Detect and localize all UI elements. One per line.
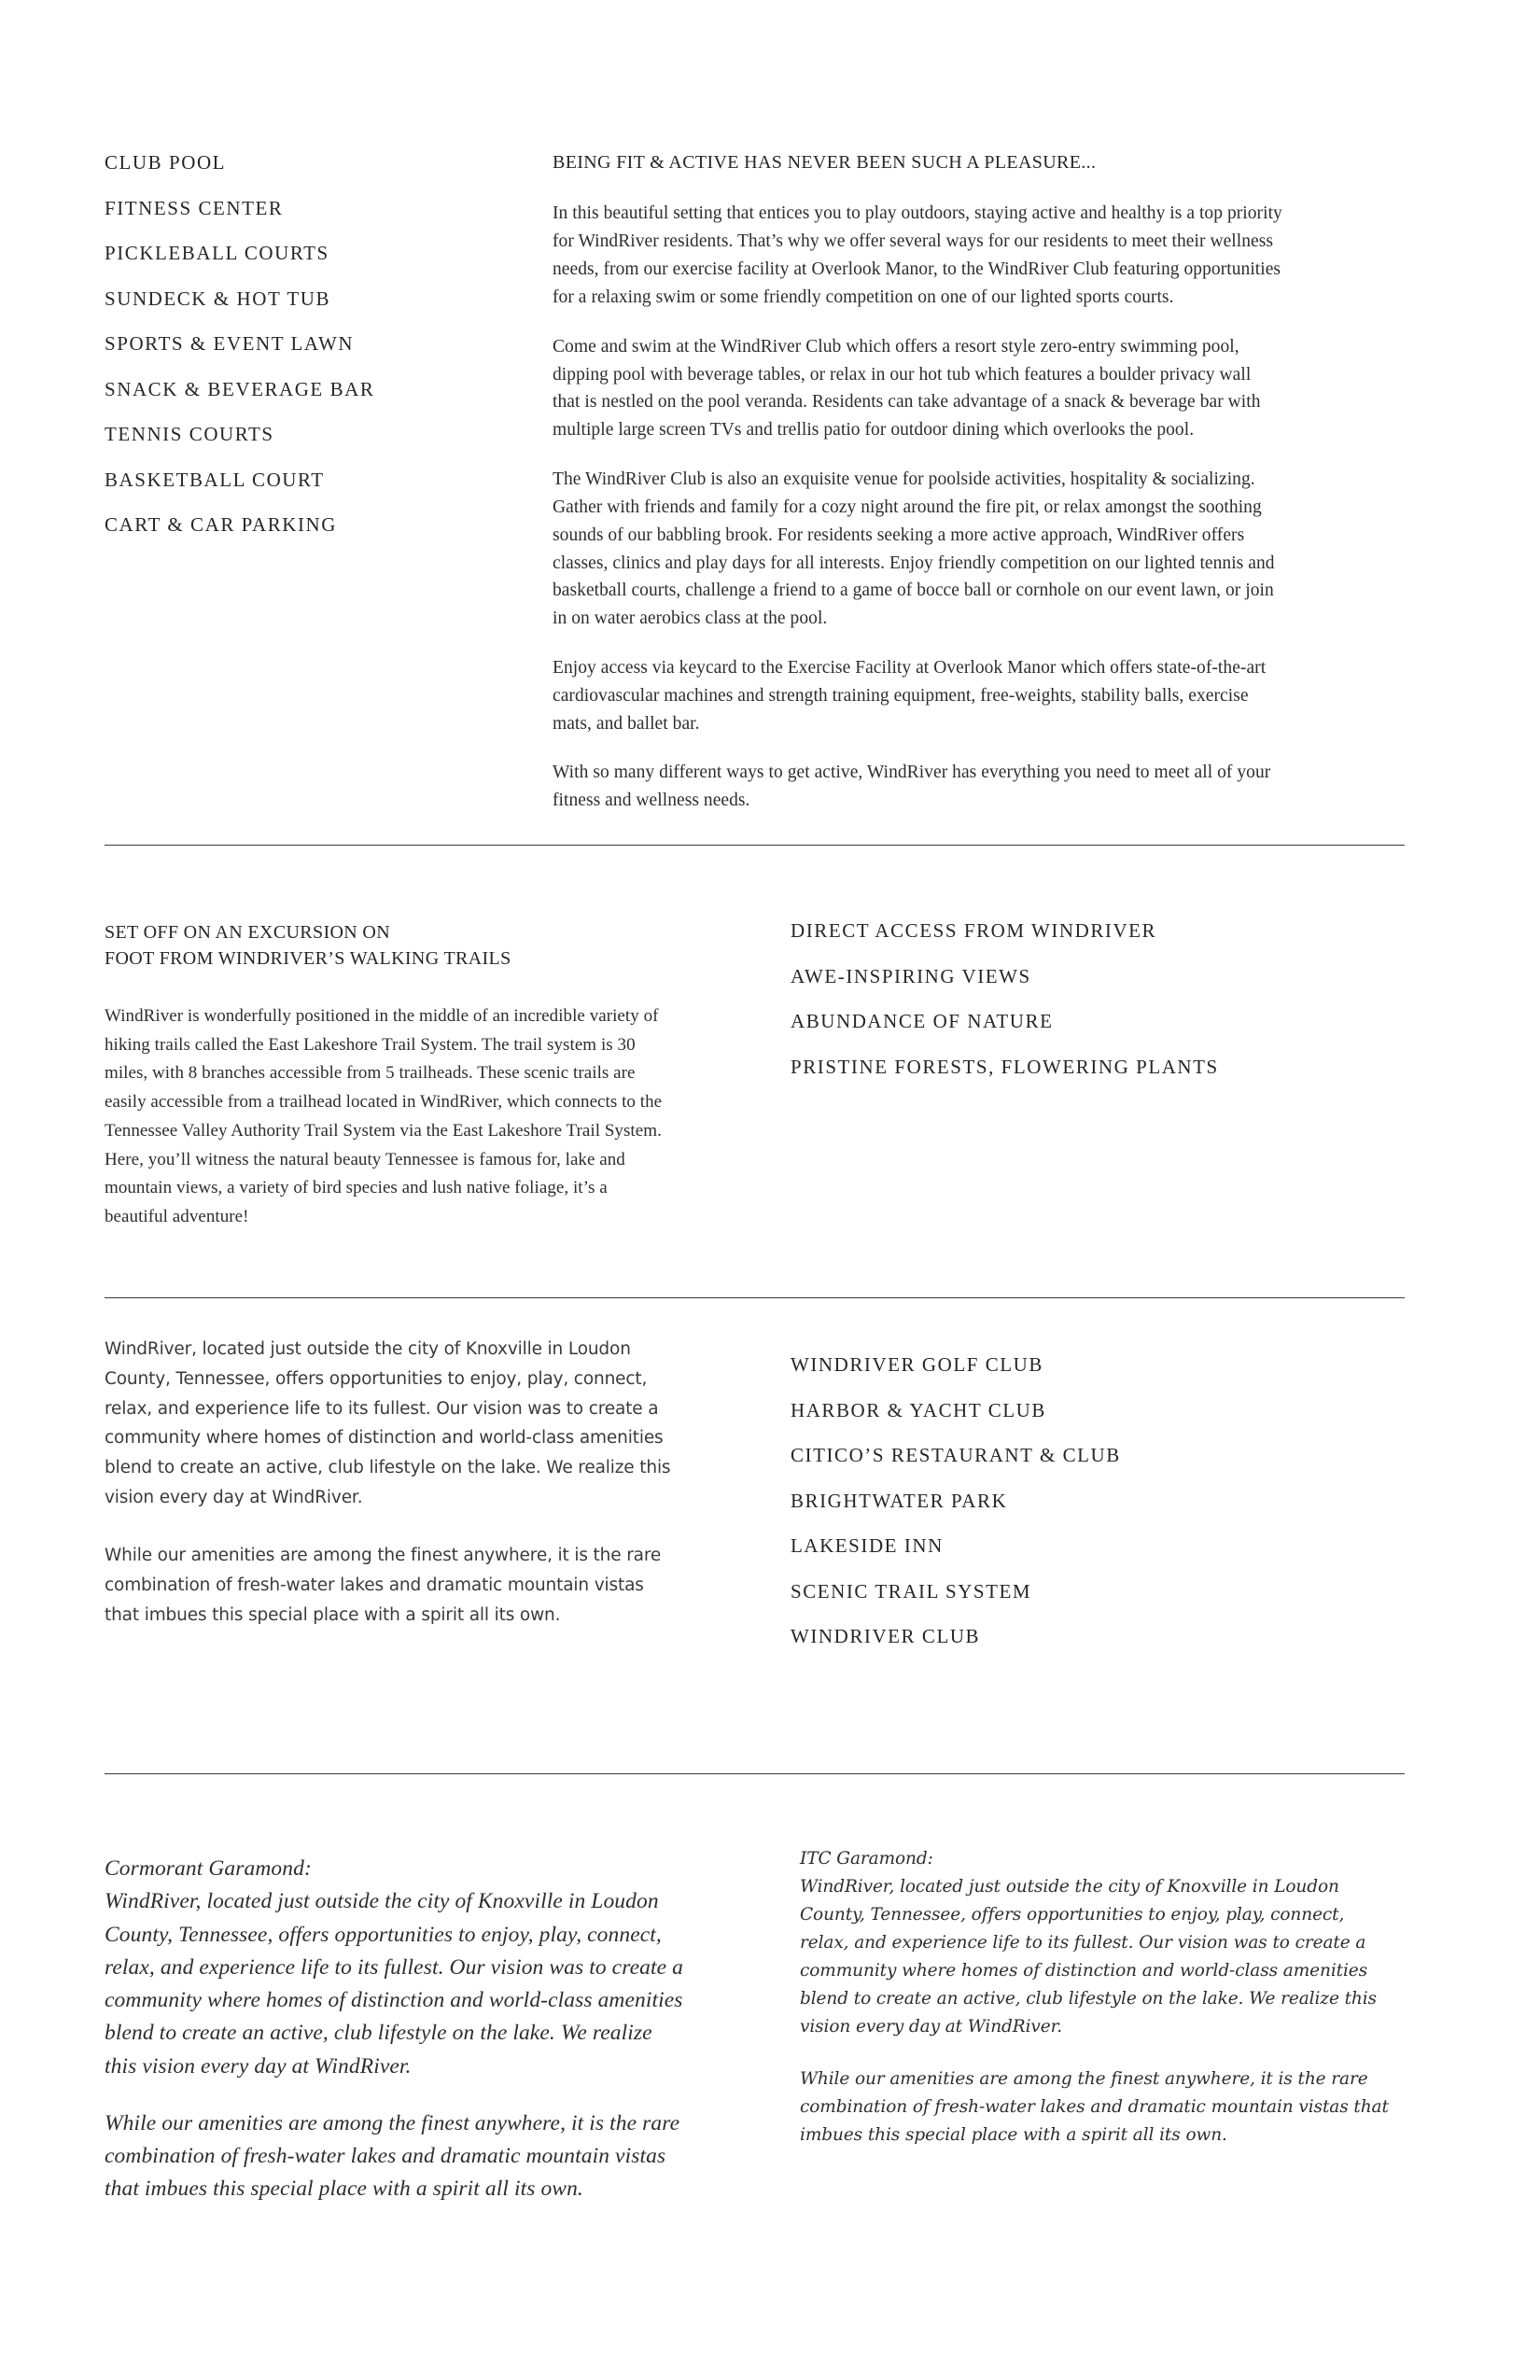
- destinations-item: HARBOR & YACHT CLUB: [791, 1398, 1046, 1421]
- trails-features-item: DIRECT ACCESS FROM WINDRIVER: [791, 919, 1157, 942]
- trails-body-copy: [105, 1002, 665, 1232]
- trails-features-list: [791, 921, 1388, 1102]
- destinations-item: WINDRIVER GOLF CLUB: [791, 1353, 1043, 1376]
- trails-features-item: PRISTINE FORESTS, FLOWERING PLANTS: [791, 1055, 1219, 1078]
- vision-copy-column: [105, 1335, 683, 1630]
- amenities-list-item: SUNDECK & HOT TUB: [105, 287, 331, 310]
- amenities-list-item: TENNIS COURTS: [105, 423, 274, 445]
- specimen-cormorant-garamond: [105, 1853, 688, 2206]
- trails-paragraph: WindRiver is wonderfully positioned in the middle of an incredible variety of hiking trails called the East Lakeshore Trail System. The trail system is 30 miles, with 8 branches accessible from 5 trailheads. These scenic trails are easily accessible from a trailhead located in WindRiver, which connects to the Tennessee Valley Authority Trail System via the East Lakeshore Trail System. Here, you’ll witness the natural beauty Tennessee is famous for, lake and mountain views, a variety of bird species and lush native foliage, it’s a beautiful adventure!: [105, 1005, 663, 1227]
- specimen-cormorant-paragraph-1: WindRiver, located just outside the city of Knoxville in Loudon County, Tennessee, offers opportunities to enjoy, play, connect, relax, and experience life to its fullest. Our vision was to create a community where homes of distinction and world-class amenities blend to create an active, club lifestyle on the lake. We realize this vision every day at WindRiver.: [105, 1889, 683, 2079]
- amenities-paragraph: The WindRiver Club is also an exquisite venue for poolside activities, hospitality & socializing. Gather with friends and family for a cozy night around the fire pit, or relax amongst the soothing sounds of our babbling brook. For residents seeking a more active approach, WindRiver offers classes, clinics and play days for all interests. Enjoy friendly competition on our lighted tennis and basketball courts, challenge a friend to a game of bocce ball or cornhole on our event lawn, or join in on water aerobics class at the pool.: [553, 469, 1275, 629]
- destinations-list: [791, 1355, 1388, 1673]
- destinations-item: WINDRIVER CLUB: [791, 1625, 981, 1647]
- specimen-itc-label-and-paragraph-1: [800, 1845, 1397, 2041]
- section-divider-1: [105, 845, 1405, 846]
- specimen-itc-paragraph-1: WindRiver, located just outside the city of Knoxville in Loudon County, Tennessee, offers opportunities to enjoy, play, connect, relax, and experience life to its fullest. Our vision was to create a community where homes of distinction and world-class amenities blend to create an active, club lifestyle on the lake. We realize this vision every day at WindRiver.: [800, 1876, 1377, 2037]
- section-divider-2: [105, 1297, 1405, 1298]
- amenities-list-item: FITNESS CENTER: [105, 196, 284, 219]
- amenities-paragraph: Come and swim at the WindRiver Club which offers a resort style zero-entry swimming pool, dipping pool with beverage tables, or relax in our hot tub which features a boulder privacy wall that is nestled on the pool veranda. Residents can take advantage of a snack & beverage bar with multiple large screen TVs and trellis patio for outdoor dining which overlooks the pool.: [553, 336, 1261, 441]
- amenities-list: [105, 153, 506, 561]
- amenities-body-copy: [553, 200, 1282, 815]
- amenities-list-item: CART & CAR PARKING: [105, 513, 337, 536]
- trails-features-item: ABUNDANCE OF NATURE: [791, 1010, 1054, 1032]
- trails-copy-column: [105, 919, 665, 1232]
- trails-heading: [105, 919, 665, 973]
- trails-heading-line-2: FOOT FROM WINDRIVER’S WALKING TRAILS: [105, 948, 511, 970]
- amenities-paragraph: Enjoy access via keycard to the Exercise Facility at Overlook Manor which offers state-of-the-art cardiovascular machines and strength training equipment, free-weights, stability balls, exercise mats, and ballet bar.: [553, 657, 1267, 734]
- amenities-list-item: SPORTS & EVENT LAWN: [105, 332, 355, 355]
- trails-features-item: AWE-INSPIRING VIEWS: [791, 964, 1031, 987]
- section-divider-3: [105, 1773, 1405, 1774]
- amenities-paragraph: In this beautiful setting that entices you to play outdoors, staying active and healthy is a top priority for WindRiver residents. That’s why we offer several ways for our residents to meet their wellness needs, from our exercise facility at Overlook Manor, to the WindRiver Club featuring opportunities for a relaxing swim or some friendly competition on one of our lighted sports courts.: [553, 203, 1282, 307]
- vision-paragraph: WindRiver, located just outside the city of Knoxville in Loudon County, Tennessee, offers opportunities to enjoy, play, connect, relax, and experience life to its fullest. Our vision was to create a community where homes of distinction and world-class amenities blend to create an active, club lifestyle on the lake. We realize this vision every day at WindRiver.: [105, 1339, 671, 1508]
- vision-paragraph: While our amenities are among the finest anywhere, it is the rare combination of fresh-water lakes and dramatic mountain vistas that imbues this special place with a spirit all its own.: [105, 1545, 662, 1625]
- specimen-cormorant-label: Cormorant Garamond:: [105, 1856, 312, 1881]
- amenities-paragraph: With so many different ways to get active, WindRiver has everything you need to meet all of your fitness and wellness needs.: [553, 763, 1271, 811]
- specimen-cormorant-label-and-paragraph-1: [105, 1853, 688, 2083]
- specimen-cormorant-paragraph-2: While our amenities are among the finest anywhere, it is the rare combination of fresh-water lakes and dramatic mountain vistas that imbues this special place with a spirit all its own.: [105, 2110, 680, 2202]
- specimen-itc-label: ITC Garamond:: [800, 1849, 933, 1869]
- amenities-copy-column: [553, 149, 1282, 815]
- amenities-list-item: SNACK & BEVERAGE BAR: [105, 377, 375, 400]
- specimen-itc-paragraph-2: While our amenities are among the finest anywhere, it is the rare combination of fresh-water lakes and dramatic mountain vistas that imbues this special place with a spirit all its own.: [800, 2068, 1389, 2145]
- specimen-itc-garamond: [800, 1845, 1397, 2149]
- destinations-item: CITICO’S RESTAURANT & CLUB: [791, 1444, 1121, 1466]
- amenities-list-item: CLUB POOL: [105, 151, 227, 174]
- destinations-item: LAKESIDE INN: [791, 1534, 944, 1557]
- trails-heading-line-1: SET OFF ON AN EXCURSION ON: [105, 922, 390, 943]
- amenities-headline: BEING FIT & ACTIVE HAS NEVER BEEN SUCH A PLEASURE...: [553, 152, 1097, 173]
- amenities-list-item: BASKETBALL COURT: [105, 468, 325, 491]
- destinations-item: BRIGHTWATER PARK: [791, 1489, 1008, 1512]
- amenities-list-item: PICKLEBALL COURTS: [105, 242, 329, 264]
- destinations-item: SCENIC TRAIL SYSTEM: [791, 1579, 1032, 1603]
